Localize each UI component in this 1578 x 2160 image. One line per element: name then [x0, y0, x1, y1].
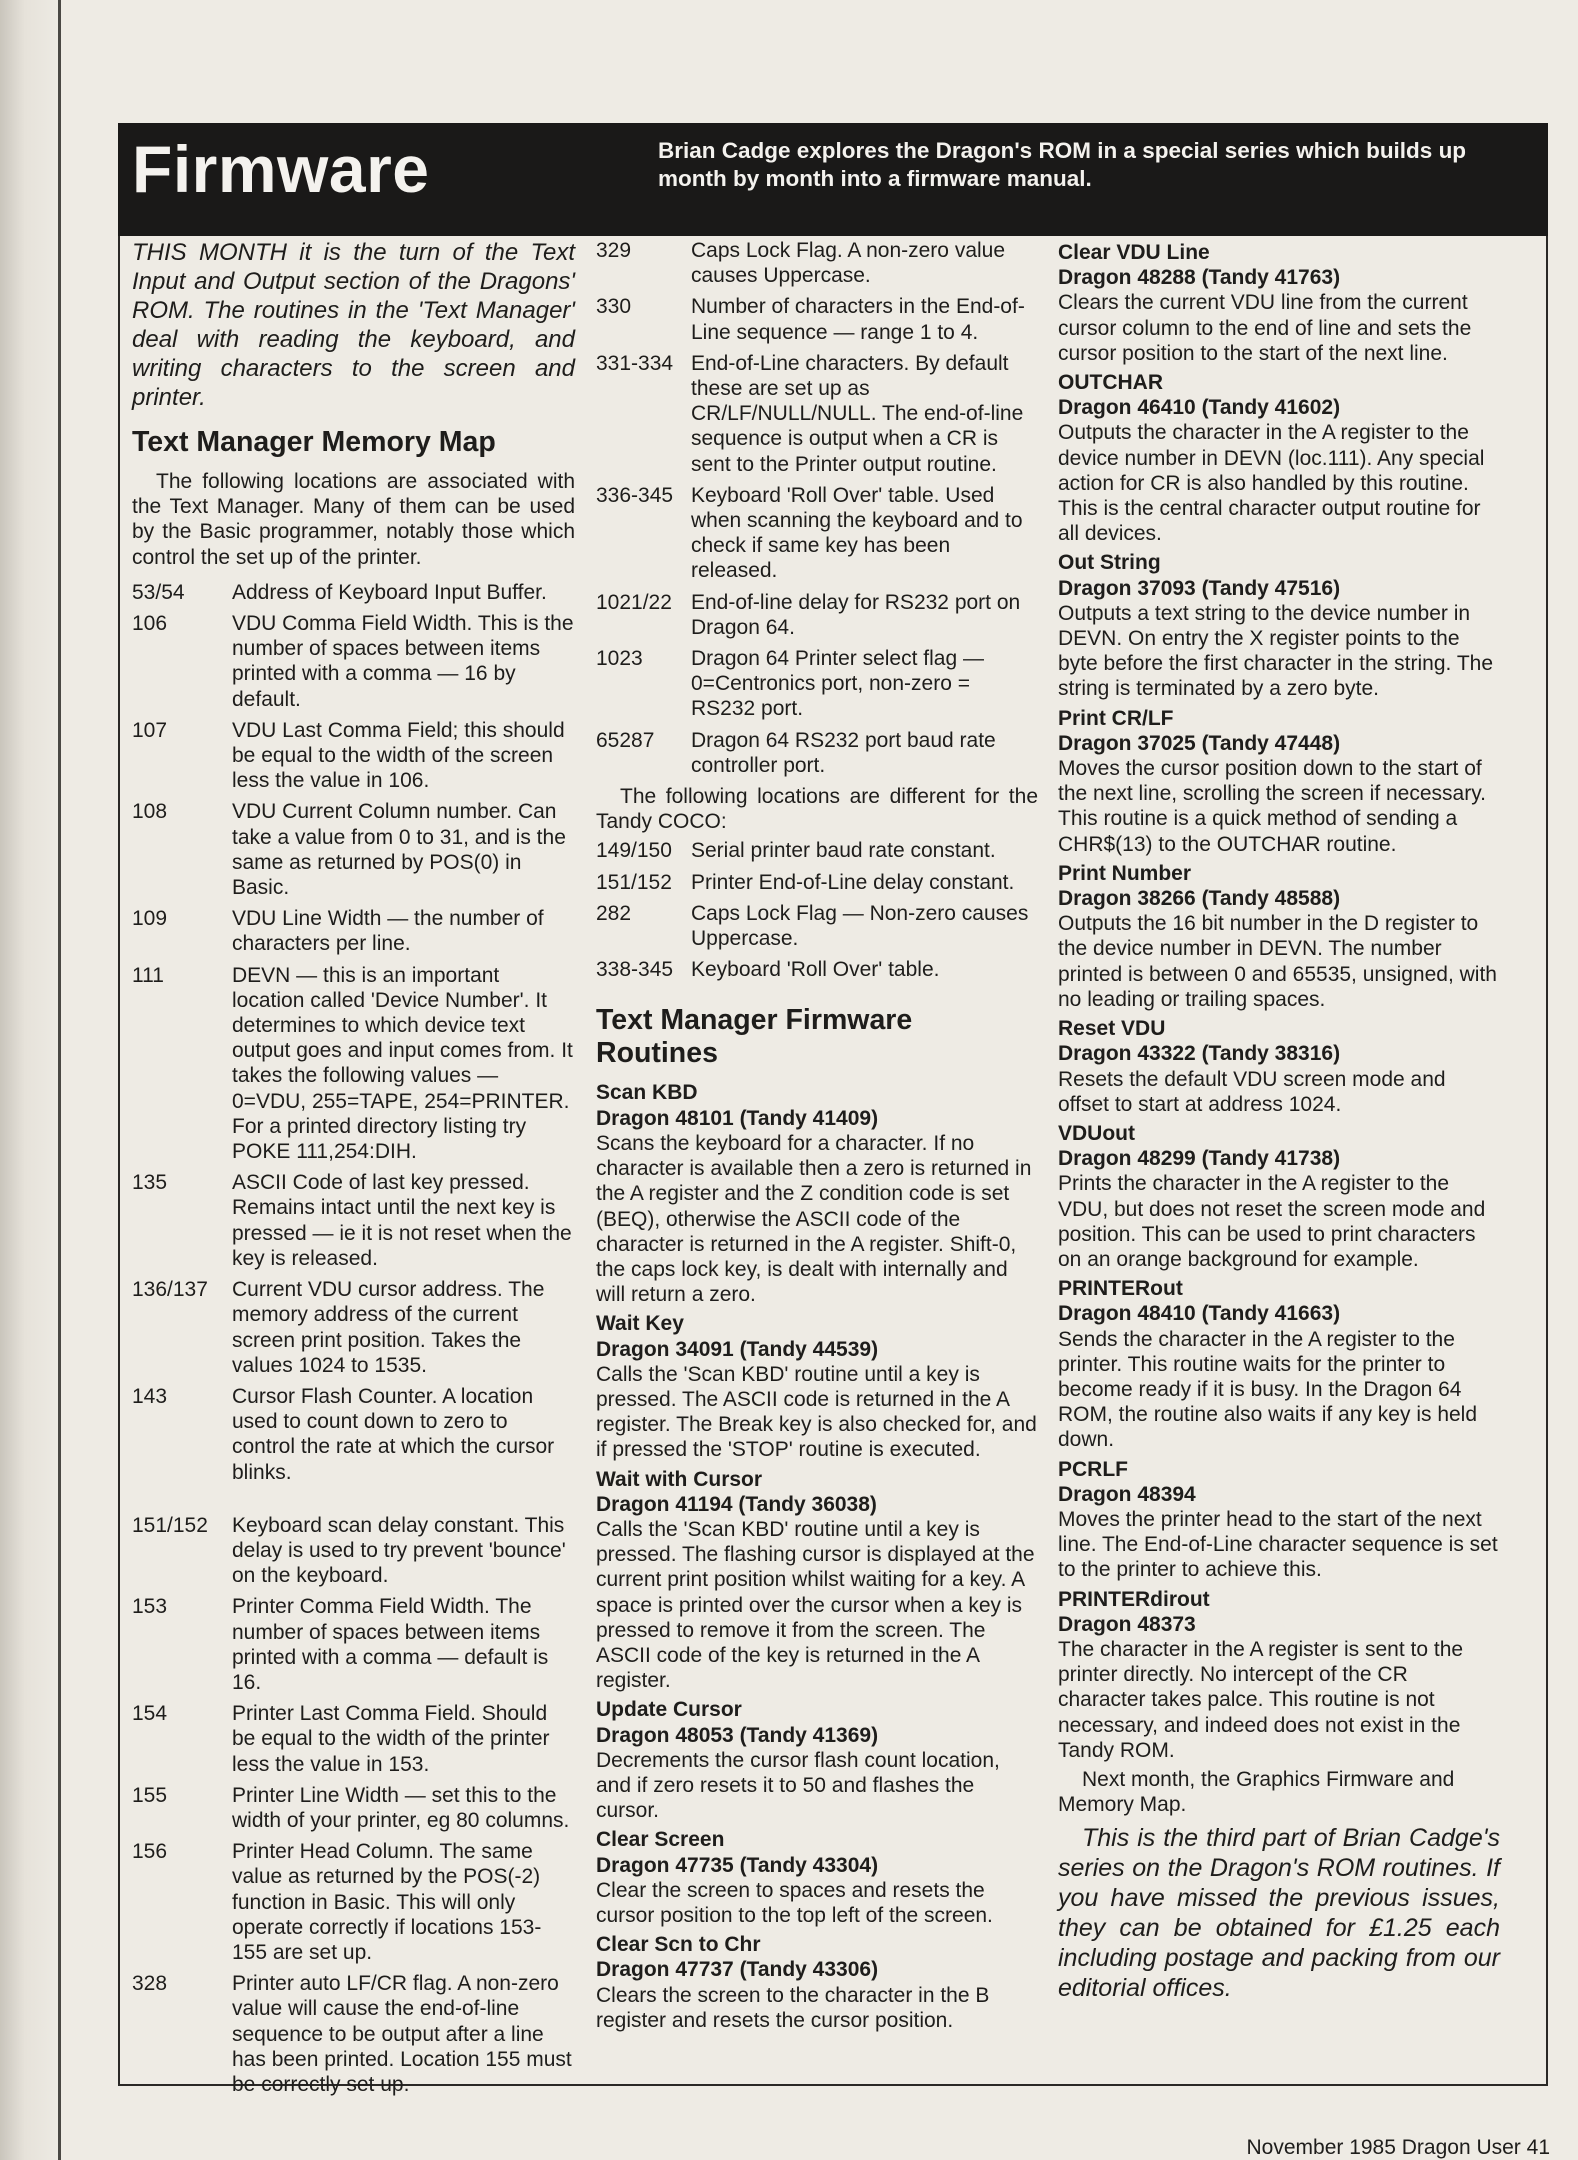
firmware-routine — [1058, 861, 1500, 1012]
memory-location-entry — [596, 238, 1038, 288]
memory-location-entry — [132, 1384, 575, 1485]
routine-description: Scans the keyboard for a character. If no character is available then a zero is returned in the A register and the Z condition code is set (BEQ), otherwise the ASCII code of the character is returned in the A register. Shift-0, the caps lock key, is dealt with internally and will return a zero. — [596, 1131, 1032, 1307]
routine-name: PRINTERdirout — [1058, 1587, 1210, 1611]
memory-address: 153 — [132, 1595, 168, 1619]
firmware-heading: Text Manager Firmware Routines — [596, 1004, 913, 1070]
list-spacer — [132, 1491, 575, 1513]
routine-list-part-1 — [596, 1080, 1038, 2033]
routine-name: PRINTERout — [1058, 1277, 1183, 1301]
firmware-routine — [1058, 550, 1500, 701]
memory-address: 155 — [132, 1783, 168, 1807]
routine-description: Outputs the character in the A register to the device number in DEVN (loc.111). Any special action for CR is also handled by this routine. This is the central character output routine for all devices. — [1058, 421, 1485, 546]
memory-location-entry — [132, 1701, 575, 1777]
routine-description: Clears the screen to the character in the B register and resets the cursor position. — [596, 1983, 990, 2032]
routine-name: Out String — [1058, 551, 1161, 575]
firmware-routine — [596, 1311, 1038, 1462]
memory-description: Number of characters in the End-of-Line sequence — range 1 to 4. — [691, 295, 1025, 344]
memory-address: 151/152 — [132, 1513, 208, 1537]
routine-name: Clear Scn to Chr — [596, 1933, 761, 1957]
memory-address: 107 — [132, 718, 168, 742]
memory-address: 135 — [132, 1171, 168, 1195]
memory-description: End-of-Line characters. By default these are set up as CR/LF/NULL/NULL. The end-of-line sequence is output when a CR is sent to the Printer output routine. — [691, 351, 1024, 476]
memory-location-entry — [132, 1594, 575, 1695]
firmware-routine — [596, 1697, 1038, 1823]
routine-description: Moves the printer head to the start of the next line. The End-of-Line character sequence is set to the printer to achieve this. — [1058, 1507, 1498, 1582]
memory-address: 330 — [596, 295, 632, 319]
routine-description: Outputs a text string to the device number in DEVN. On entry the X register points to the byte before the first character in the string. The string is terminated by a zero byte. — [1058, 601, 1494, 701]
routine-description: Decrements the cursor flash count location, and if zero resets it to 50 and flashes the cursor. — [596, 1748, 1000, 1823]
memory-address: 336-345 — [596, 483, 674, 507]
intro-paragraph: THIS MONTH it is the turn of the Text Input and Output section of the Dragons' ROM. The routines in the 'Text Manager' deal with reading the keyboard, and writing characters to the screen and printer. — [132, 239, 575, 411]
routine-address: Dragon 47737 (Tandy 43306) — [596, 1958, 879, 1982]
memory-address: 111 — [132, 963, 164, 987]
routine-description: Resets the default VDU screen mode and offset to start at address 1024. — [1058, 1067, 1446, 1116]
firmware-routine — [1058, 1457, 1500, 1583]
firmware-routine — [596, 1080, 1038, 1307]
memory-location-entry — [596, 728, 1038, 778]
routine-address: Dragon 34091 (Tandy 44539) — [596, 1337, 879, 1361]
routine-name: Wait Key — [596, 1312, 684, 1336]
coco-memory-list — [596, 838, 1038, 982]
memory-map-intro: The following locations are associated with the Text Manager. Many of them can be used by the Basic programmer, notably those which control the set up of the printer. — [132, 470, 575, 569]
routine-address: Dragon 48410 (Tandy 41663) — [1058, 1302, 1341, 1326]
page-spine-shadow — [0, 0, 62, 2160]
memory-location-entry — [132, 1971, 575, 2097]
routine-name: Print Number — [1058, 861, 1192, 885]
routine-name: Clear Screen — [596, 1828, 725, 1852]
memory-location-entry — [132, 718, 575, 794]
firmware-routine — [1058, 370, 1500, 546]
memory-description: Keyboard 'Roll Over' table. — [691, 958, 940, 982]
column-2 — [596, 238, 1038, 2037]
memory-location-entry — [132, 1839, 575, 1965]
coco-intro: The following locations are different for the Tandy COCO: — [596, 785, 1038, 834]
routine-address: Dragon 48394 — [1058, 1482, 1196, 1506]
memory-location-entry — [596, 483, 1038, 584]
memory-address: 328 — [132, 1972, 168, 1996]
firmware-routine — [596, 1467, 1038, 1694]
routine-name: Scan KBD — [596, 1081, 698, 1105]
firmware-routine — [1058, 1121, 1500, 1272]
article-standfirst: Brian Cadge explores the Dragon's ROM in a special series which builds up month by month into a firmware manual. — [658, 138, 1467, 191]
firmware-routine — [596, 1932, 1038, 2033]
routine-address: Dragon 48101 (Tandy 41409) — [596, 1106, 879, 1130]
memory-map-heading: Text Manager Memory Map — [132, 426, 496, 458]
memory-description: Printer Comma Field Width. The number of spaces between items printed with a comma — default is 16. — [232, 1595, 549, 1694]
firmware-routine — [1058, 1276, 1500, 1452]
routine-name: PCRLF — [1058, 1457, 1128, 1481]
memory-location-entry — [596, 901, 1038, 951]
memory-address: 154 — [132, 1702, 168, 1726]
routine-description: Sends the character in the A register to the printer. This routine waits for the printer to become ready if it is busy. In the Dragon 64 ROM, the routine also waits if any key is held down. — [1058, 1327, 1478, 1452]
memory-description: DEVN — this is an important location called 'Device Number'. It determines to which device text output goes and input comes from. It takes the following values — 0=VDU, 255=TAPE, 254=PRINTER. For a printed directory listing try POKE 111,254:DIH. — [232, 963, 573, 1164]
memory-address: 136/137 — [132, 1278, 208, 1302]
memory-location-entry — [132, 799, 575, 900]
memory-description: VDU Current Column number. Can take a value from 0 to 31, and is the same as returned by POS(0) in Basic. — [232, 800, 566, 900]
memory-address: 1023 — [596, 647, 643, 671]
routine-address: Dragon 48288 (Tandy 41763) — [1058, 266, 1341, 290]
memory-map-list-part-1 — [132, 580, 575, 2097]
memory-location-entry — [596, 646, 1038, 722]
memory-location-entry — [596, 870, 1038, 895]
memory-description: Serial printer baud rate constant. — [691, 839, 996, 863]
routine-description: Prints the character in the A register to the VDU, but does not reset the screen mode and position. This can be used to print characters on an orange background for example. — [1058, 1172, 1486, 1271]
firmware-routine — [1058, 1587, 1500, 1763]
routine-description: The character in the A register is sent to the printer directly. No intercept of the CR character takes palce. This routine is not necessary, and indeed does not exist in the Tandy ROM. — [1058, 1637, 1464, 1762]
article-banner — [118, 123, 1548, 236]
routine-address: Dragon 46410 (Tandy 41602) — [1058, 396, 1341, 420]
memory-map-list-part-2 — [596, 238, 1038, 778]
memory-description: Printer Last Comma Field. Should be equal to the width of the printer less the value in 153. — [232, 1702, 550, 1776]
column-1 — [132, 238, 575, 2103]
memory-description: Printer auto LF/CR flag. A non-zero value will cause the end-of-line sequence to be output after a line has been printed. Location 155 must be correctly set up. — [232, 1972, 572, 2096]
memory-address: 156 — [132, 1840, 168, 1864]
routine-address: Dragon 37025 (Tandy 47448) — [1058, 731, 1341, 755]
memory-address: 106 — [132, 612, 168, 636]
memory-address: 338-345 — [596, 958, 674, 982]
routine-description: Outputs the 16 bit number in the D register to the device number in DEVN. The number printed is between 0 and 65535, unsigned, with no leading or trailing spaces. — [1058, 912, 1497, 1011]
memory-description: Dragon 64 Printer select flag — 0=Centronics port, non-zero = RS232 port. — [691, 647, 984, 721]
routine-list-part-2 — [1058, 240, 1500, 1763]
memory-location-entry — [132, 963, 575, 1165]
column-3 — [1058, 238, 1500, 2009]
memory-location-entry — [596, 590, 1038, 640]
memory-description: Keyboard scan delay constant. This delay is used to try prevent 'bounce' on the keyboard. — [232, 1513, 566, 1588]
memory-description: Cursor Flash Counter. A location used to count down to zero to control the rate at which the cursor blinks. — [232, 1384, 555, 1484]
memory-address: 282 — [596, 901, 632, 925]
routine-address: Dragon 41194 (Tandy 36038) — [596, 1492, 877, 1516]
memory-address: 53/54 — [132, 580, 185, 604]
memory-description: VDU Last Comma Field; this should be equal to the width of the screen less the value in 106. — [232, 718, 565, 793]
routine-address: Dragon 47735 (Tandy 43304) — [596, 1853, 879, 1877]
page-footer: November 1985 Dragon User 41 — [1246, 2136, 1550, 2159]
memory-address: 151/152 — [596, 870, 672, 894]
memory-description: Caps Lock Flag. A non-zero value causes Uppercase. — [691, 239, 1006, 288]
memory-location-entry — [132, 906, 575, 956]
firmware-routine — [1058, 240, 1500, 366]
next-month-note: Next month, the Graphics Firmware and Memory Map. — [1058, 1767, 1455, 1817]
memory-description: VDU Line Width — the number of characters per line. — [232, 907, 544, 956]
memory-location-entry — [596, 351, 1038, 477]
memory-location-entry — [132, 1783, 575, 1833]
memory-description: Address of Keyboard Input Buffer. — [232, 580, 547, 604]
memory-description: Printer Head Column. The same value as returned by the POS(-2) function in Basic. This will only operate correctly if locations 153-155 are set up. — [232, 1840, 542, 1964]
routine-description: Calls the 'Scan KBD' routine until a key is pressed. The flashing cursor is displayed at the current print position whilst waiting for a key. A space is printed over the cursor when a key is pressed to remove it from the screen. The ASCII code of the key is returned in the A register. — [596, 1517, 1035, 1693]
routine-name: OUTCHAR — [1058, 371, 1163, 395]
memory-description: End-of-line delay for RS232 port on Dragon 64. — [691, 590, 1021, 639]
memory-address: 329 — [596, 239, 632, 262]
routine-name: Clear VDU Line — [1058, 241, 1210, 264]
memory-location-entry — [132, 611, 575, 712]
routine-name: Wait with Cursor — [596, 1467, 763, 1491]
memory-location-entry — [132, 580, 575, 605]
routine-description: Calls the 'Scan KBD' routine until a key is pressed. The ASCII code is returned in the A register. The Break key is also checked for, and if pressed the 'STOP' routine is executed. — [596, 1362, 1037, 1462]
memory-address: 143 — [132, 1384, 168, 1408]
routine-address: Dragon 48053 (Tandy 41369) — [596, 1723, 879, 1747]
memory-address: 1021/22 — [596, 590, 672, 614]
memory-description: Caps Lock Flag — Non-zero causes Uppercase. — [691, 901, 1029, 951]
memory-address: 149/150 — [596, 839, 672, 863]
memory-description: Keyboard 'Roll Over' table. Used when scanning the keyboard and to check if same key has been released. — [691, 483, 1023, 583]
routine-address: Dragon 48299 (Tandy 41738) — [1058, 1147, 1341, 1171]
memory-address: 109 — [132, 907, 168, 931]
page-gutter-line — [58, 0, 61, 2160]
routine-address: Dragon 38266 (Tandy 48588) — [1058, 887, 1341, 911]
memory-location-entry — [596, 294, 1038, 344]
memory-description: ASCII Code of last key pressed. Remains intact until the next key is pressed — ie it is not reset when the key is released. — [232, 1171, 572, 1270]
memory-location-entry — [596, 957, 1038, 982]
routine-address: Dragon 37093 (Tandy 47516) — [1058, 576, 1341, 600]
routine-description: Moves the cursor position down to the start of the next line, scrolling the screen if necessary. This routine is a quick method of sending a CHR$(13) to the OUTCHAR routine. — [1058, 757, 1486, 856]
closing-note: This is the third part of Brian Cadge's series on the Dragon's ROM routines. If you have missed the previous issues, they can be obtained for £1.25 each including postage and packing from our editorial offices. — [1058, 1824, 1500, 2003]
routine-address: Dragon 48373 — [1058, 1612, 1196, 1636]
section-title: Firmware — [132, 132, 430, 206]
memory-description: Printer Line Width — set this to the width of your printer, eg 80 columns. — [232, 1783, 570, 1832]
memory-description: Dragon 64 RS232 port baud rate controller port. — [691, 728, 996, 777]
memory-address: 108 — [132, 800, 168, 824]
memory-address: 331-334 — [596, 351, 674, 375]
firmware-routine — [1058, 1016, 1500, 1117]
memory-location-entry — [132, 1170, 575, 1271]
memory-location-entry — [132, 1513, 575, 1589]
routine-description: Clear the screen to spaces and resets the cursor position to the top left of the screen. — [596, 1878, 993, 1927]
routine-address: Dragon 43322 (Tandy 38316) — [1058, 1042, 1341, 1066]
memory-description: VDU Comma Field Width. This is the number of spaces between items printed with a comma — 16 by default. — [232, 612, 574, 711]
routine-name: Update Cursor — [596, 1698, 742, 1722]
memory-location-entry — [596, 838, 1038, 863]
routine-name: Print CR/LF — [1058, 706, 1174, 730]
memory-address: 65287 — [596, 728, 655, 752]
memory-description: Current VDU cursor address. The memory address of the current screen print position. Takes the values 1024 to 1535. — [232, 1278, 545, 1377]
routine-description: Clears the current VDU line from the current cursor column to the end of line and sets the cursor position to the start of the next line. — [1058, 291, 1472, 365]
routine-name: VDUout — [1058, 1121, 1135, 1145]
memory-description: Printer End-of-Line delay constant. — [691, 870, 1015, 894]
firmware-routine — [1058, 706, 1500, 857]
memory-location-entry — [132, 1277, 575, 1378]
routine-name: Reset VDU — [1058, 1017, 1166, 1041]
firmware-routine — [596, 1827, 1038, 1928]
